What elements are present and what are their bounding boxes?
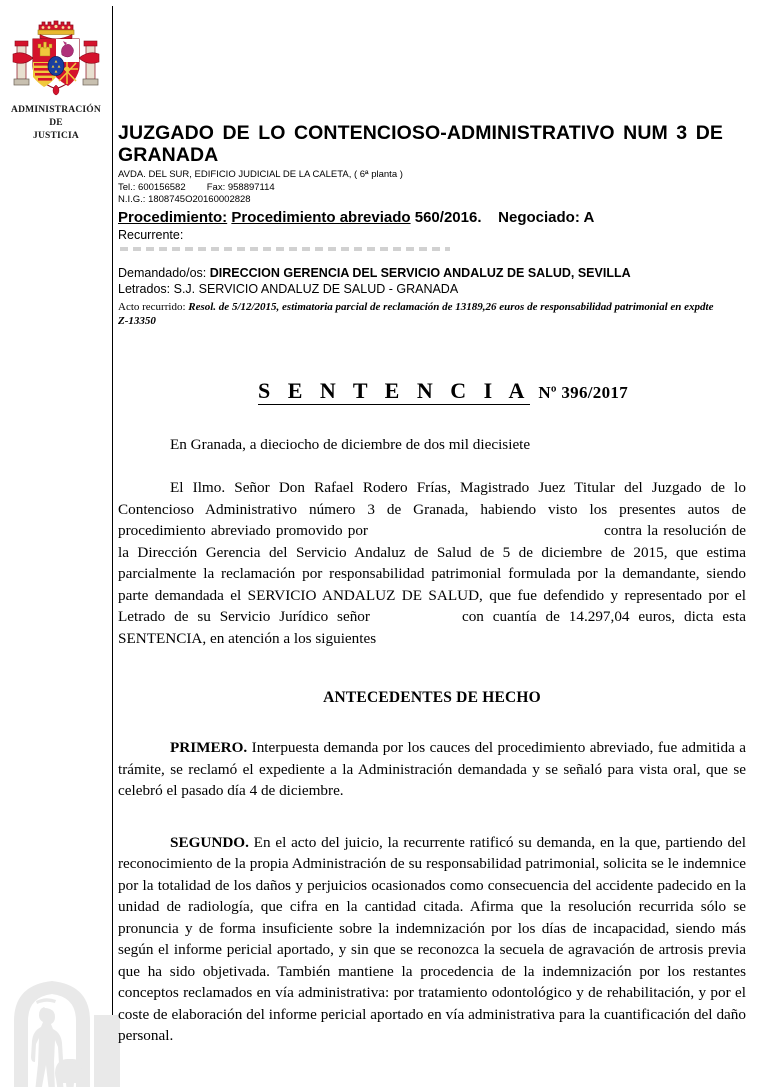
place-date-paragraph: En Granada, a dieciocho de diciembre de dos mil diecisiete bbox=[170, 435, 531, 453]
demandado-label: Demandado/os: bbox=[118, 265, 207, 280]
emblem-label-line1: ADMINISTRACIÓN bbox=[11, 105, 101, 115]
page-title bbox=[118, 122, 723, 166]
court-title-line2: GRANADA bbox=[118, 144, 219, 166]
negociado-value: A bbox=[583, 208, 595, 226]
procedimiento-label: Procedimiento: bbox=[118, 208, 228, 226]
antecedente-segundo bbox=[118, 832, 746, 1047]
recurrente-line bbox=[118, 227, 768, 243]
emblem-column bbox=[0, 0, 112, 143]
emblem-label-line3: JUSTICIA bbox=[33, 131, 79, 141]
letrados-label: Letrados: bbox=[118, 282, 171, 296]
intro-part2: contra la resolución de la Dirección Gerencia del Servicio Andaluz de Salud de 5 de diciembre de 2015, que estima parcialmente la reclamación por responsabilidad patrimonial formulada por la demandante, siendo parte demandada el SERVICIO ANDALUZ DE SALUD, que fue defendido y representado por el Letrado de su Servicio Jurídico señor bbox=[118, 522, 746, 625]
antecedente-segundo-text: En el acto del juicio, la recurrente ratificó su demanda, en la que, partiendo del reconocimiento de la propia Administración de su responsabilidad patrimonial, solicita se le indemnice por la totalidad de los daños y perjuicios ocasionados como consecuencia del accidente padecido en la unidad de radiología, que cifra en la cantidad citada. Afirma que la resolución recurrida sólo se pronuncia y de forma insuficiente sobre la indemnización por los días de incapacidad, siendo más según el informe pericial aportado, y sin que se reconozca la secuela de agravación de artrosis previa que ha sido objetivada. También mantiene la procedencia de la indemnización por los restantes conceptos reclamados en vía administrativa: por tratamiento odontológico y de rehabilitación, y por el coste de elaboración del informe pericial aportado en vía administrativa para la cuantificación del daño personal. bbox=[118, 833, 746, 1044]
sentencia-title-block bbox=[118, 378, 768, 404]
emblem-label-line2: DE bbox=[49, 118, 63, 128]
acto-value: Resol. de 5/12/2015, estimatoria parcial de reclamación de 13189,26 euros de responsabilidad patrimonial en expdte Z-13350 bbox=[118, 300, 714, 327]
negociado-label: Negociado: bbox=[498, 208, 580, 226]
antecedente-primero-ordinal: PRIMERO. bbox=[170, 739, 248, 756]
letrados-line bbox=[118, 281, 768, 298]
sentencia-number: Nº 396/2017 bbox=[538, 382, 629, 402]
redacted-recurrente-block bbox=[118, 243, 768, 260]
court-header bbox=[118, 122, 768, 328]
intro-part1: El Ilmo. Señor Don Rafael Rodero Frías, Magistrado Juez Titular del Juzgado de lo Contencioso Administrativo número 3 de Granada, habiendo visto los presentes autos de procedimiento abreviado promovido por bbox=[118, 479, 746, 539]
intro-paragraph bbox=[118, 477, 746, 649]
margin-rule bbox=[112, 6, 113, 1087]
acto-recurrido-line bbox=[118, 300, 718, 328]
sentencia-title: S E N T E N C I A bbox=[257, 377, 531, 403]
court-nig: N.I.G.: 1808745O20160002828 bbox=[118, 194, 251, 205]
court-address: AVDA. DEL SUR, EDIFICIO JUDICIAL DE LA CALETA, ( 6ª planta ) bbox=[118, 169, 403, 180]
antecedentes-heading: ANTECEDENTES DE HECHO bbox=[323, 689, 541, 706]
procedimiento-value: Procedimiento abreviado bbox=[231, 208, 411, 226]
antecedente-primero bbox=[118, 737, 746, 802]
antecedente-segundo-ordinal: SEGUNDO. bbox=[170, 833, 249, 851]
letrados-value: S.J. SERVICIO ANDALUZ DE SALUD - GRANADA bbox=[173, 282, 459, 296]
intro-part3: con cuantía de 14.297,04 euros, dicta esta SENTENCIA, en atención a los siguientes bbox=[118, 608, 746, 647]
procedimiento-number: 560/2016. bbox=[414, 208, 482, 226]
justice-figure-watermark-icon bbox=[8, 963, 128, 1087]
acto-label: Acto recurrido: bbox=[118, 300, 186, 313]
demandado-value: DIRECCION GERENCIA DEL SERVICIO ANDALUZ DE SALUD, SEVILLA bbox=[209, 265, 631, 280]
demandado-line bbox=[118, 265, 768, 282]
court-telephone: Tel.: 600156582 Fax: 958897114 bbox=[118, 181, 275, 193]
document-content bbox=[118, 0, 768, 1047]
redaction-strip bbox=[120, 247, 450, 251]
recurrente-label: Recurrente: bbox=[118, 227, 184, 242]
antecedente-primero-text: Interpuesta demanda por los cauces del procedimiento abreviado, fue admitida a trámite, se reclamó el expediente a la Administración demandada y se señaló para vista oral, que se celebró el pasado día 4 de diciembre. bbox=[118, 739, 746, 799]
court-title-line1: JUZGADO DE LO CONTENCIOSO-ADMINISTRATIVO NUM 3 DE bbox=[118, 122, 723, 144]
emblem-label bbox=[0, 104, 112, 143]
procedimiento-line bbox=[118, 208, 768, 227]
spain-coat-of-arms-icon bbox=[9, 14, 103, 102]
document-body bbox=[118, 434, 746, 1047]
